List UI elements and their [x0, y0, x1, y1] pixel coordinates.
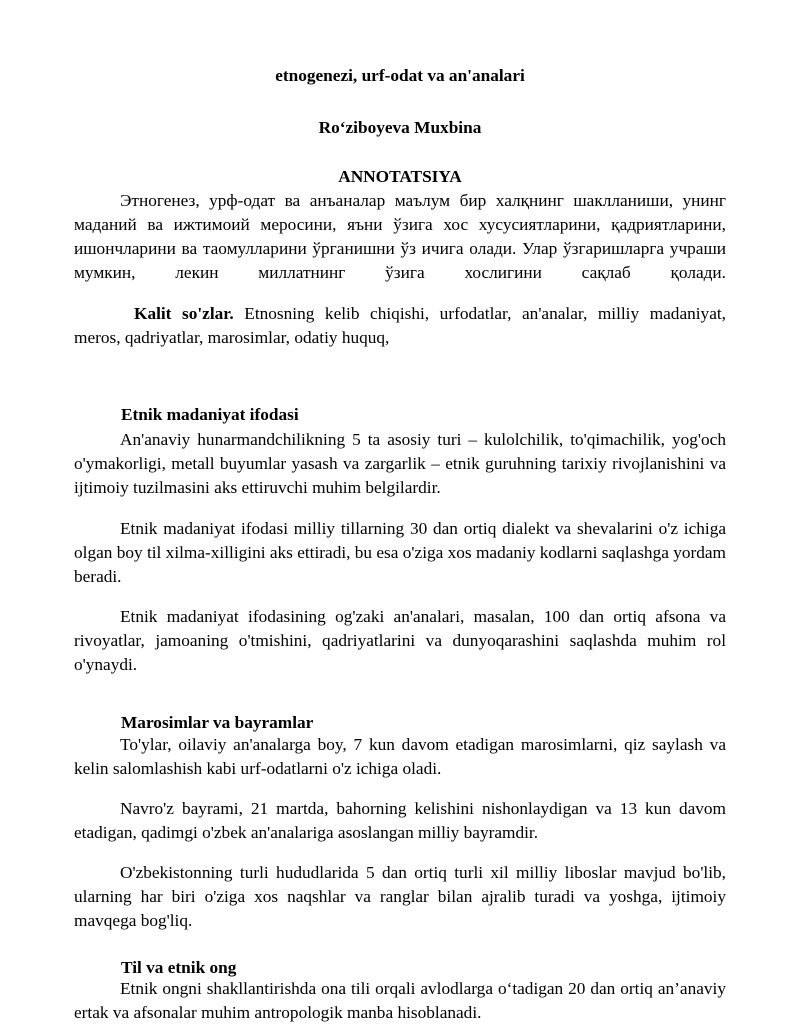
- section-paragraph: To'ylar, oilaviy an'analarga boy, 7 kun davom etadigan marosimlarni, qiz saylash va kelin salomlashish kabi urf-odatlarni o'z ichiga oladi.: [74, 735, 726, 778]
- document-subtitle: etnogenezi, urf-odat va an'analari: [275, 66, 525, 85]
- section-paragraph: Etnik ongni shakllantirishda ona tili orqali avlodlarga o‘tadigan 20 dan ortiq an’anaviy ertak va afsonalar muhim antropologik manba hisoblanadi.: [74, 979, 726, 1022]
- section-paragraph: Navro'z bayrami, 21 martda, bahorning kelishini nishonlaydigan va 13 kun davom etadigan, qadimgi o'zbek an'analariga asoslangan milliy bayramdir.: [74, 799, 726, 842]
- keywords-text: Etnosning kelib chiqishi, urfodatlar, an'analar, milliy madaniyat, meros, qadriyatlar, marosimlar, odatiy huquq,: [74, 304, 726, 347]
- section-paragraph: Etnik madaniyat ifodasi milliy tillarning 30 dan ortiq dialekt va shevalarini o'z ichiga olgan boy til xilma-xilligini aks ettiradi, bu esa o'ziga xos madaniy kodlarni saqlashga yordam beradi.: [74, 519, 726, 586]
- section-heading-ceremonies: Marosimlar va bayramlar: [121, 713, 314, 732]
- section-paragraph: O'zbekistonning turli hududlarida 5 dan ortiq turli xil milliy liboslar mavjud bo'lib, ularning har biri o'ziga xos naqshlar va ranglar bilan ajralib turadi va yoshga, ijtimoiy mavqega bog'liq.: [74, 863, 726, 930]
- annotation-text: Этногенез, урф-одат ва анъаналар маълум бир халқнинг шаклланиши, унинг маданий ва ижтимоий меросини, яъни ўзига хос хусусиятларини, қадриятларини, ишончларини ва таомулларини ўрганишни ўз ичига олади. Улар ўзгаришларга учраши мумкин, лекин миллатнинг ўзига хослигини сақлаб қолади.: [74, 191, 726, 282]
- section-paragraph: An'anaviy hunarmandchilikning 5 ta asosiy turi – kulolchilik, to'qimachilik, yog'och o'ymakorligi, metall buyumlar yasash va zargarlik – etnik guruhning tarixiy rivojlanishini va ijtimoiy tuzilmasini aks ettiruvchi muhim belgilardir.: [74, 430, 726, 497]
- annotation-paragraph: [74, 189, 726, 285]
- keywords-paragraph: [74, 302, 726, 350]
- section-heading-ethnic-culture: Etnik madaniyat ifodasi: [121, 405, 299, 424]
- author-name: Ro‘ziboyeva Muxbina: [318, 118, 482, 137]
- keywords-label: Kalit so'zlar.: [134, 304, 234, 323]
- section-paragraph: Etnik madaniyat ifodasining og'zaki an'analari, masalan, 100 dan ortiq afsona va rivoyatlar, jamoaning o'tmishini, qadriyatlarini va dunyoqarashini saqlashda muhim rol o'ynaydi.: [74, 607, 726, 674]
- section-heading-language: Til va etnik ong: [121, 958, 237, 977]
- annotation-heading: ANNOTATSIYA: [338, 167, 462, 186]
